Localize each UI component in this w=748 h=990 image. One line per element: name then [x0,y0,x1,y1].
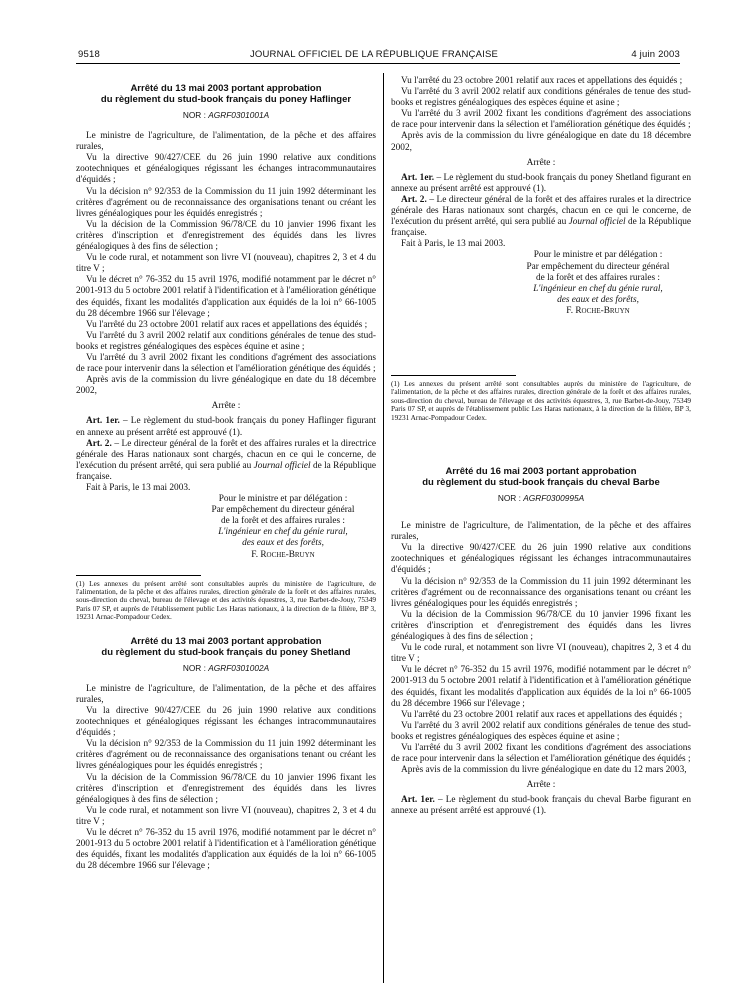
decree1-visa: Vu l'arrêté du 3 avril 2002 relatif aux conditions générales de tenue des stud-books et registres généalogiques des espèces équine et asine ; [76,330,376,352]
decree2-minister: Le ministre de l'agriculture, de l'alimentation, de la pêche et des affaires rurales, [76,683,376,705]
decree1-visa: Vu l'arrêté du 23 octobre 2001 relatif aux races et appellations des équidés ; [86,319,368,330]
decree3-arrete: Arrête : [526,780,556,791]
decree1-visa: Vu la décision n° 92/353 de la Commission du 11 juin 1992 déterminant les critères d'agrément ou de reconnaissance des organisations tenant ou créant les livres généalogiques pour les équidés enregistrés ; [76,186,376,219]
left-column [76,76,376,981]
sig-line: des eaux et des forêts, [557,294,639,305]
decree1-arrete: Arrête : [211,401,241,412]
decree2-art1 [391,173,691,195]
signatory-name: F. Roche-Bruyn [566,305,630,316]
nor-code: AGRF0301001A [208,110,270,120]
decree3-minister: Le ministre de l'agriculture, de l'alimentation, de la pêche et des affaires rurales, [391,521,691,543]
decree1-visa: Vu l'arrêté du 3 avril 2002 fixant les conditions d'agrément des associations de race pour intervenir dans la sélection et l'amélioration génétique des équidés ; [76,352,376,375]
decree1-title [76,83,376,105]
sig-line: L'ingénieur en chef du génie rural, [533,283,663,294]
sig-line: Pour le ministre et par délégation : [533,250,663,261]
decree3-art1 [391,795,691,817]
art2-label: Art. 2. [401,194,427,205]
decree2-nor [76,663,376,674]
decree1-signature [76,494,376,561]
art1-text: – Le règlement du stud-book français du poney Haflinger figurant en annexe au présent arrêté est approuvé (1). [76,416,376,438]
decree3-avis: Après avis de la commission du livre généalogique en date du 12 mars 2003, [401,765,687,776]
nor-label: NOR : [182,110,206,120]
sig-line: de la forêt et des affaires rurales : [536,272,660,283]
sig-line: L'ingénieur en chef du génie rural, [218,527,348,538]
decree2-title-line1: Arrêté du 13 mai 2003 portant approbation [130,635,322,647]
decree2-visa: Vu l'arrêté du 3 avril 2002 fixant les conditions d'agrément des associations de race pour intervenir dans la sélection et l'amélioration génétique des équidés ; [391,109,691,131]
art1-text: – Le règlement du stud-book français du poney Shetland figurant en annexe au présent arrêté est approuvé (1). [391,172,691,194]
decree3-visa: Vu la directive 90/427/CEE du 26 juin 1990 relative aux conditions zootechniques et généalogiques régissant les échanges intracommunautaires d'équidés ; [391,543,691,576]
art1-text: – Le règlement du stud-book français du cheval Barbe figurant en annexe au présent arrêté est approuvé (1). [391,795,691,817]
signatory-name: F. Roche-Bruyn [251,549,315,560]
jo-italic: Journal officiel [253,460,311,471]
sig-line: des eaux et des forêts, [242,538,324,549]
decree1-title-line2: du règlement du stud-book français du poney Haflinger [100,94,352,105]
art2-label: Art. 2. [86,438,112,449]
decree2-signature [391,250,691,317]
decree3-visa: Vu l'arrêté du 3 avril 2002 relatif aux conditions générales de tenue des stud-books et registres généalogiques des espèces équine et asine ; [391,720,691,742]
decree3-title [391,466,691,488]
header-rule [76,63,680,64]
decree3-visa: Vu le code rural, et notamment son livre VI (nouveau), chapitres 2, 3 et 4 du titre V ; [391,643,691,665]
art1-label: Art. 1er. [401,172,435,183]
sig-line: Par empêchement du directeur général [526,261,670,272]
decree1-title-line1: Arrêté du 13 mai 2003 portant approbation [130,83,322,94]
art1-label: Art. 1er. [401,795,435,806]
decree2-visa: Vu l'arrêté du 3 avril 2002 relatif aux conditions générales de tenue des stud-books et registres généalogiques des espèces équine et asine ; [391,87,691,109]
issue-date: 4 juin 2003 [631,49,680,60]
decree1-art2 [76,439,376,483]
art2-text: – Le directeur général de la forêt et des affaires rurales et la directrice générale des Haras nationaux sont chargés, chacun en ce qui le concerne, de l'exécution du présent arrêté, qui sera publié au [391,194,691,228]
jo-italic: Journal officiel [568,217,626,228]
decree3-visa: Vu le décret n° 76-352 du 15 avril 1976, modifié notamment par le décret n° 2001-913 du 5 octobre 2001 relatif à l'identification et à l'amélioration génétique des équidés, fixant les modalités d'application aux équidés de la loi n° 66-1005 du 28 décembre 1966 sur l'élevage ; [391,665,691,709]
decree3-visa: Vu l'arrêté du 23 octobre 2001 relatif aux races et appellations des équidés ; [401,709,683,720]
decree3-title-line1: Arrêté du 16 mai 2003 portant approbation [445,466,637,477]
decree2-visa: Vu le décret n° 76-352 du 15 avril 1976, modifié notamment par le décret n° 2001-913 du 5 octobre 2001 relatif à l'identification et à l'amélioration génétique des équidés, fixant les modalités d'application aux équidés de la loi n° 66-1005 du 28 décembre 1966 sur l'élevage ; [76,828,376,872]
decree3-visa: Vu la décision n° 92/353 de la Commission du 11 juin 1992 déterminant les critères d'agrément ou de reconnaissance des organisations tenant ou créant les livres généalogiques pour les équidés enregistrés ; [391,576,691,609]
decree1-footnote: (1) Les annexes du présent arrêté sont consultables auprès du ministère de l'agriculture, de l'alimentation, de la pêche et des affaires rurales, direction générale de la forêt et des affaires rurales, sous-direction du cheval, bureau de l'élevage et des activités équestres, 3, rue Barbet-de-Jouy, 75349 Paris 07 SP, et auprès de l'établissement public Les Haras nationaux, à la direction de la filière, BP 3, 19231 Arnac-Pompadour Cedex. [76,578,376,622]
decree2-avis: Après avis de la commission du livre généalogique en date du 18 décembre 2002, [391,131,691,153]
decree1-avis: Après avis de la commission du livre généalogique en date du 18 décembre 2002, [76,375,376,397]
decree2-arrete: Arrête : [526,157,556,168]
decree1-fait: Fait à Paris, le 13 mai 2003. [86,483,191,493]
right-column [391,76,691,981]
nor-code: AGRF0301002A [208,662,270,673]
page-number: 9518 [78,49,100,60]
decree1-visa: Vu le code rural, et notamment son livre VI (nouveau), chapitres 2, 3 et 4 du titre V ; [76,253,376,275]
decree2-visa: Vu la directive 90/427/CEE du 26 juin 1990 relative aux conditions zootechniques et généalogiques régissant les échanges intracommunautaires d'équidés ; [76,705,376,739]
decree2-visa: Vu la décision n° 92/353 de la Commission du 11 juin 1992 déterminant les critères d'agrément ou de reconnaissance des organisations tenant ou créant les livres généalogiques pour les équidés enregistrés ; [76,739,376,772]
decree2-fait: Fait à Paris, le 13 mai 2003. [401,239,506,250]
decree1-minister: Le ministre de l'agriculture, de l'alimentation, de la pêche et des affaires rurales, [76,131,376,153]
art2-end: de la République française. [76,460,376,482]
decree1-visa: Vu la directive 90/427/CEE du 26 juin 1990 relative aux conditions zootechniques et généalogiques régissant les échanges intracommunautaires d'équidés ; [76,153,376,186]
art2-end: de la République française. [391,217,691,239]
decree2-visa: Vu l'arrêté du 23 octobre 2001 relatif aux races et appellations des équidés ; [401,76,683,86]
nor-label: NOR : [497,493,521,503]
decree2-title-line2: du règlement du stud-book français du poney Shetland [101,646,351,658]
art1-label: Art. 1er. [86,416,120,427]
decree1-nor [76,110,376,121]
sig-line: Pour le ministre et par délégation : [218,494,348,505]
decree2-visa: Vu le code rural, et notamment son livre VI (nouveau), chapitres 2, 3 et 4 du titre V ; [76,805,376,827]
sig-line: Par empêchement du directeur général [211,505,355,516]
decree3-visa: Vu la décision de la Commission 96/78/CE du 10 janvier 1996 fixant les critères d'inscription et d'enregistrement des équidés dans les livres généalogiques à des fins de sélection ; [391,609,691,643]
nor-code: AGRF0300995A [523,493,585,503]
decree1-art1 [76,416,376,438]
decree1-visa: Vu la décision de la Commission 96/78/CE du 10 janvier 1996 fixant les critères d'inscription et d'enregistrement des équidés dans les livres généalogiques à des fins de sélection ; [76,219,376,253]
journal-title: JOURNAL OFFICIEL DE LA RÉPUBLIQUE FRANÇAISE [249,49,499,60]
art2-text: – Le directeur général de la forêt et des affaires rurales et la directrice générale des Haras nationaux sont chargés, chacun en ce qui le concerne, de l'exécution du présent arrêté, qui sera publié au [76,438,376,471]
column-divider [383,73,384,983]
decree2-visa: Vu la décision de la Commission 96/78/CE du 10 janvier 1996 fixant les critères d'inscription et d'enregistrement des équidés dans les livres généalogiques à des fins de sélection ; [76,772,376,805]
decree3-visa: Vu l'arrêté du 3 avril 2002 fixant les conditions d'agrément des associations de race pour intervenir dans la sélection et l'amélioration génétique des équidés ; [391,742,691,765]
decree3-nor [391,493,691,504]
footnote-rule [391,375,516,376]
decree2-art2 [391,195,691,239]
sig-line: de la forêt et des affaires rurales : [221,516,345,527]
footnote-rule [76,575,201,576]
nor-label: NOR : [182,662,206,673]
decree2-footnote: (1) Les annexes du présent arrêté sont consultables auprès du ministère de l'agriculture, de l'alimentation, de la pêche et des affaires rurales, direction générale de la forêt et des affaires rurales, sous-direction du cheval, bureau de l'élevage et des activités équestres, 3, rue Barbet-de-Jouy, 75349 Paris 07 SP, et auprès de l'établissement public Les Haras nationaux, à la direction de la filière, BP 3, 19231 Arnac-Pompadour Cedex. [391,378,691,422]
decree2-title [76,636,376,658]
decree1-visa: Vu le décret n° 76-352 du 15 avril 1976, modifié notamment par le décret n° 2001-913 du 5 octobre 2001 relatif à l'identification et à l'amélioration génétique des équidés, fixant les modalités d'application aux équidés de la loi n° 66-1005 du 28 décembre 1966 sur l'élevage ; [76,275,376,319]
decree3-title-line2: du règlement du stud-book français du cheval Barbe [422,477,660,488]
